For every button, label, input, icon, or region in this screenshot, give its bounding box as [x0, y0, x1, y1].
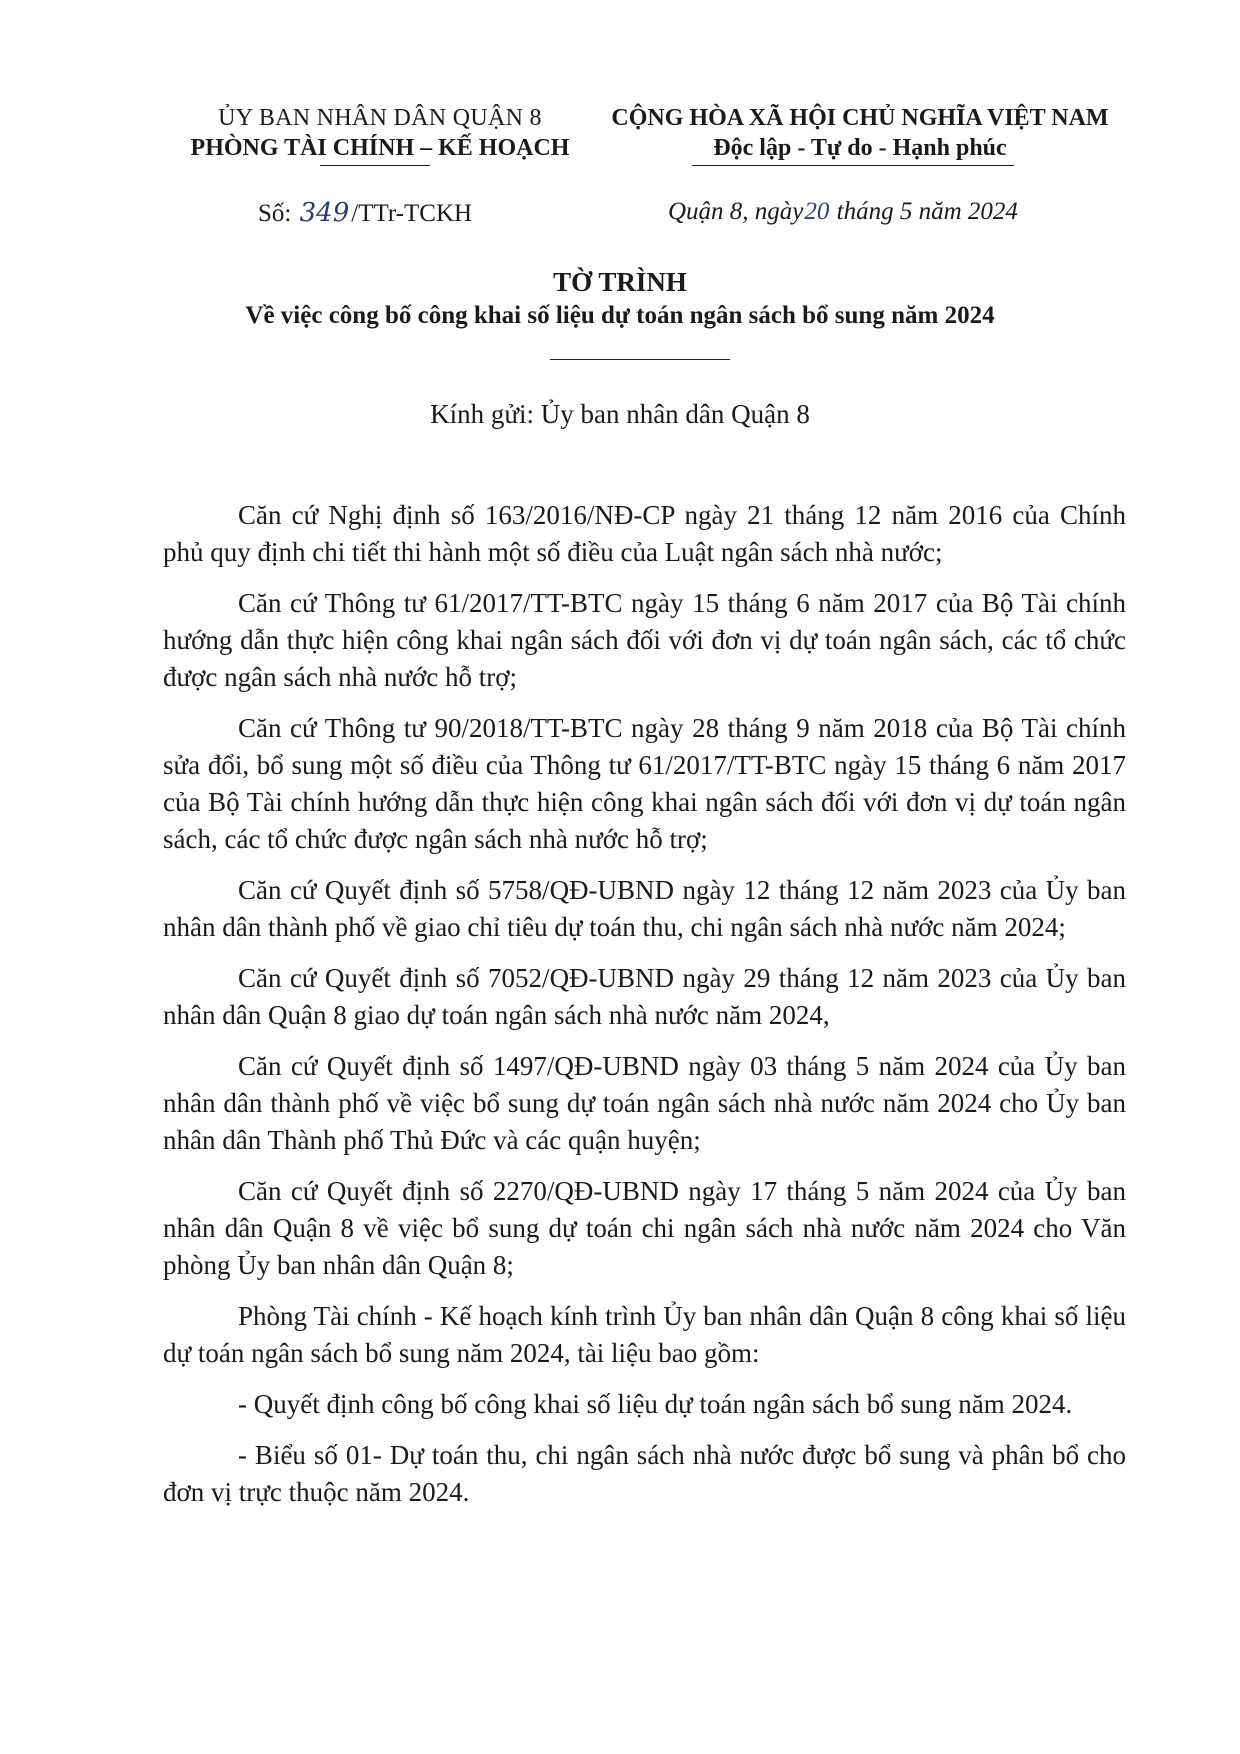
body-paragraph: Căn cứ Thông tư 61/2017/TT-BTC ngày 15 tháng 6 năm 2017 của Bộ Tài chính hướng dẫn thực hiện công khai ngân sách đối với đơn vị dự toán ngân sách, các tổ chức được ngân sách nhà nước hỗ trợ; [163, 588, 1126, 692]
national-motto-block [590, 103, 1130, 163]
number-prefix: Số: [258, 200, 292, 227]
date-suffix: tháng 5 năm 2024 [836, 198, 1018, 225]
agency-underline [320, 165, 430, 166]
body-paragraph: - Quyết định công bố công khai số liệu dự toán ngân sách bổ sung năm 2024. [238, 1389, 1073, 1419]
body-paragraph: Căn cứ Quyết định số 7052/QĐ-UBND ngày 29 tháng 12 năm 2023 của Ủy ban nhân dân Quận 8 giao dự toán ngân sách nhà nước năm 2024, [163, 963, 1126, 1030]
document-subtitle: Về việc công bố công khai số liệu dự toán ngân sách bổ sung năm 2024 [245, 302, 995, 329]
agency-name: PHÒNG TÀI CHÍNH – KẾ HOẠCH [190, 135, 570, 161]
handwritten-day: 20 [804, 198, 830, 225]
handwritten-number: 349 [299, 198, 350, 228]
document-date [668, 198, 1018, 226]
document-number [258, 198, 472, 228]
body-paragraph: Căn cứ Quyết định số 5758/QĐ-UBND ngày 12 tháng 12 năm 2023 của Ủy ban nhân dân thành phố về giao chỉ tiêu dự toán thu, chi ngân sách nhà nước năm 2024; [163, 875, 1126, 942]
body-paragraph: Căn cứ Quyết định số 1497/QĐ-UBND ngày 03 tháng 5 năm 2024 của Ủy ban nhân dân thành phố về việc bổ sung dự toán ngân sách nhà nước năm 2024 cho Ủy ban nhân dân Thành phố Thủ Đức và các quận huyện; [163, 1051, 1126, 1155]
national-title: CỘNG HÒA XÃ HỘI CHỦ NGHĨA VIỆT NAM [611, 105, 1109, 131]
body-paragraph: Căn cứ Quyết định số 2270/QĐ-UBND ngày 17 tháng 5 năm 2024 của Ủy ban nhân dân Quận 8 về việc bổ sung dự toán chi ngân sách nhà nước năm 2024 cho Văn phòng Ủy ban nhân dân Quận 8; [163, 1176, 1126, 1280]
title-underline [550, 359, 730, 360]
recipient-line: Kính gửi: Ủy ban nhân dân Quận 8 [430, 399, 810, 429]
body-paragraph: Căn cứ Nghị định số 163/2016/NĐ-CP ngày 21 tháng 12 năm 2016 của Chính phủ quy định chi tiết thi hành một số điều của Luật ngân sách nhà nước; [163, 500, 1126, 567]
number-suffix: /TTr-TCKH [351, 200, 473, 227]
date-prefix: Quận 8, ngày [668, 198, 804, 225]
agency-parent-name: ỦY BAN NHÂN DÂN QUẬN 8 [218, 105, 542, 131]
body-paragraph: Phòng Tài chính - Kế hoạch kính trình Ủy ban nhân dân Quận 8 công khai số liệu dự toán ngân sách bổ sung năm 2024, tài liệu bao gồm: [163, 1301, 1126, 1368]
national-motto: Độc lập - Tự do - Hạnh phúc [713, 135, 1007, 161]
body-paragraph: Căn cứ Thông tư 90/2018/TT-BTC ngày 28 tháng 9 năm 2018 của Bộ Tài chính sửa đổi, bổ sung một số điều của Thông tư 61/2017/TT-BTC ngày 15 tháng 6 năm 2017 của Bộ Tài chính hướng dẫn thực hiện công khai ngân sách đối với đơn vị dự toán ngân sách, các tổ chức được ngân sách nhà nước hỗ trợ; [163, 713, 1126, 854]
document-title: TỜ TRÌNH [553, 267, 687, 297]
body-paragraph: - Biểu số 01- Dự toán thu, chi ngân sách nhà nước được bổ sung và phân bổ cho đơn vị trực thuộc năm 2024. [163, 1440, 1126, 1507]
motto-underline [692, 165, 1014, 166]
document-body [163, 497, 1126, 1525]
issuing-agency-block [170, 103, 590, 163]
